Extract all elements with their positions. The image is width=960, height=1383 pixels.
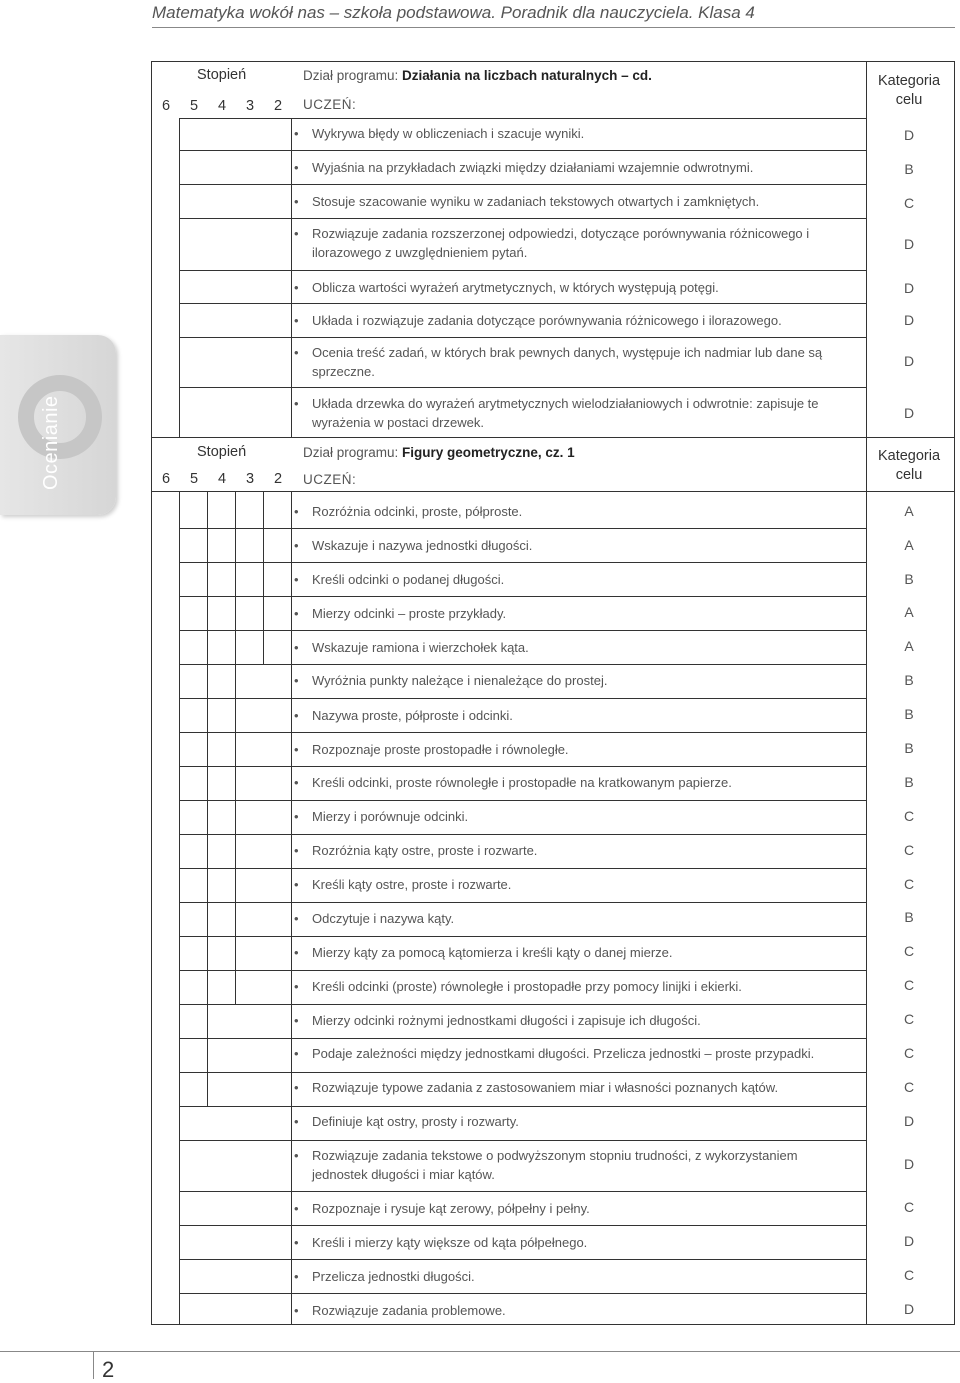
bullet-icon: • [294,160,299,175]
section-1-dzial [303,68,652,83]
list-item [294,224,850,262]
category-value: A [904,638,914,654]
row-divider [179,800,866,801]
row-divider [179,1004,866,1005]
row-divider [179,1072,866,1073]
list-item [294,671,850,690]
item-text: Definiuje kąt ostry, prosty i rozwarty. [312,1114,519,1129]
row-divider [179,528,866,529]
section-1-uczen: UCZEŃ: [303,97,357,112]
item-text: Mierzy odcinki – proste przykłady. [312,606,507,621]
bullet-icon: • [294,194,299,209]
section-1-grade-4: 4 [217,98,227,114]
list-item [294,638,850,657]
category-value: A [904,604,914,620]
bullet-icon: • [294,504,299,519]
section-1-grade-5: 5 [189,98,199,114]
category-value: D [903,405,915,421]
item-text: Rozwiązuje typowe zadania z zastosowaniem miar i własności poznanych kątów. [312,1080,779,1095]
list-item [294,1267,850,1286]
grade-5-column-line [179,118,180,437]
bullet-icon: • [294,843,299,858]
item-text: Kreśli odcinki, proste równoległe i prostopadłe na kratkowanym papierze. [312,775,732,790]
section-2-grade-6: 6 [161,471,171,487]
header-divider [291,118,866,119]
item-text: Układa drzewka do wyrażeń arytmetycznych wielodziałaniowych i odwrotnie: zapisuje te wyrażenia w postaci drzewek. [312,396,819,430]
category-value: D [903,1301,915,1317]
page-number: 2 [102,1357,115,1382]
category-value: D [903,127,915,143]
grades-divider [179,118,291,119]
bullet-icon: • [294,911,299,926]
section-2-category-header: Kategoria celu [877,448,941,483]
running-header: Matematyka wokół nas – szkoła podstawowa. Poradnik dla nauczyciela. Klasa 4 [152,3,755,22]
row-divider [179,562,866,563]
item-text: Wyróżnia punkty należące i nienależące do prostej. [312,673,608,688]
item-text: Mierzy odcinki rożnymi jednostkami długości i zapisuje ich długości. [312,1013,701,1028]
item-text: Nazywa proste, półproste i odcinki. [312,708,513,723]
category-value: C [903,808,915,824]
category-value: C [903,876,915,892]
category-value: A [904,537,914,553]
row-divider [179,902,866,903]
row-divider [179,303,866,304]
section-1-grade-2: 2 [273,98,283,114]
bullet-icon: • [294,1114,299,1129]
item-text: Mierzy i porównuje odcinki. [312,809,469,824]
list-item [294,536,850,555]
bullet-icon: • [294,1148,299,1163]
category-value: C [903,943,915,959]
bullet-icon: • [294,345,299,360]
row-divider [179,1225,866,1226]
category-value: D [903,236,915,252]
list-item [294,604,850,623]
list-item [294,875,850,894]
item-text: Oblicza wartości wyrażeń arytmetycznych, w których występują potęgi. [312,280,719,295]
item-text: Wskazuje i nazywa jednostki długości. [312,538,533,553]
category-value: B [904,774,914,790]
list-item [294,943,850,962]
footer-rule [0,1351,960,1352]
category-value: C [903,977,915,993]
list-item [294,502,850,521]
row-divider [179,868,866,869]
bullet-icon: • [294,396,299,411]
dzial-prefix: Dział programu: [303,445,403,460]
category-value: C [903,842,915,858]
list-item [294,977,850,996]
bullet-icon: • [294,1046,299,1061]
footer-divider [93,1351,94,1379]
item-text: Odczytuje i nazywa kąty. [312,911,455,926]
category-value: B [904,571,914,587]
row-divider [179,630,866,631]
bullet-icon: • [294,673,299,688]
row-divider [179,596,866,597]
item-text: Przelicza jednostki długości. [312,1269,475,1284]
bullet-icon: • [294,313,299,328]
row-divider [179,1259,866,1260]
grade-staircase-line [207,491,208,1106]
item-text: Kreśli odcinki o podanej długości. [312,572,505,587]
list-item [294,1044,850,1063]
bullet-icon: • [294,809,299,824]
category-value: D [903,280,915,296]
section-1-grade-6: 6 [161,98,171,114]
bullet-icon: • [294,1269,299,1284]
bullet-icon: • [294,640,299,655]
item-text: Stosuje szacowanie wyniku w zadaniach tekstowych otwartych i zamkniętych. [312,194,760,209]
category-value: A [904,503,914,519]
bullet-icon: • [294,538,299,553]
section-1-stopien-label: Stopień [197,67,247,83]
category-column-line [866,61,867,437]
list-item [294,158,850,177]
section-1-grade-3: 3 [245,98,255,114]
row-divider [179,1106,866,1107]
list-item [294,1301,850,1320]
category-value: B [904,161,914,177]
list-item [294,278,850,297]
list-item [294,1078,850,1097]
row-divider [179,1191,866,1192]
row-divider [179,664,866,665]
category-column-line [866,437,867,1325]
list-item [294,311,850,330]
category-value: B [904,672,914,688]
dzial-prefix: Dział programu: [303,68,403,83]
row-divider [179,698,866,699]
list-item [294,706,850,725]
section-2-uczen: UCZEŃ: [303,472,357,487]
item-text: Kreśli kąty ostre, proste i rozwarte. [312,877,512,892]
bullet-icon: • [294,1235,299,1250]
list-item [294,807,850,826]
section-divider [151,437,955,438]
row-divider [179,936,866,937]
row-divider [179,387,866,388]
list-item [294,343,850,381]
item-text: Rozpoznaje proste prostopadłe i równoległe. [312,742,569,757]
bullet-icon: • [294,742,299,757]
category-value: C [903,1045,915,1061]
list-item [294,1011,850,1030]
row-divider [179,732,866,733]
item-text: Kreśli i mierzy kąty większe od kąta półpełnego. [312,1235,588,1250]
grade-2-column-line [291,118,292,437]
item-text: Wykrywa błędy w obliczeniach i szacuje wyniki. [312,126,585,141]
item-text: Rozpoznaje i rysuje kąt zerowy, półpełny i pełny. [312,1201,590,1216]
side-tab-label: Ocenianie [40,395,62,490]
row-divider [179,1038,866,1039]
category-value: D [903,1113,915,1129]
grade-2-column-line [291,491,292,1325]
item-text: Rozwiązuje zadania tekstowe o podwyższonym stopniu trudności, z wykorzystaniem jednostek długości i miar kątów. [312,1148,798,1182]
item-text: Ocenia treść zadań, w których brak pewnych danych, występuje ich nadmiar lub dane są sprzeczne. [312,345,823,379]
row-divider [179,834,866,835]
bullet-icon: • [294,606,299,621]
bullet-icon: • [294,280,299,295]
list-item [294,1199,850,1218]
list-item [294,1112,850,1131]
row-divider [179,970,866,971]
category-value: D [903,1233,915,1249]
list-item [294,570,850,589]
list-item [294,192,850,211]
section-2-dzial [303,445,575,460]
item-text: Układa i rozwiązuje zadania dotyczące porównywania różnicowego i ilorazowego. [312,313,782,328]
section-2-grade-2: 2 [273,471,283,487]
category-value: C [903,1267,915,1283]
list-item [294,1146,850,1184]
bullet-icon: • [294,1013,299,1028]
category-value: C [903,1199,915,1215]
list-item [294,841,850,860]
bullet-icon: • [294,572,299,587]
section-2-grade-3: 3 [245,471,255,487]
list-item [294,773,850,792]
list-item [294,394,850,432]
item-text: Mierzy kąty za pomocą kątomierza i kreśli kąty o danej mierze. [312,945,673,960]
bullet-icon: • [294,945,299,960]
bullet-icon: • [294,226,299,241]
category-value: C [903,1079,915,1095]
row-divider [179,337,866,338]
category-value: C [903,195,915,211]
grade-staircase-line [179,491,180,1325]
bullet-icon: • [294,1201,299,1216]
category-value: D [903,312,915,328]
bullet-icon: • [294,979,299,994]
dzial-name: Figury geometryczne, cz. 1 [402,445,575,460]
category-value: C [903,1011,915,1027]
item-text: Wskazuje ramiona i wierzchołek kąta. [312,640,529,655]
bullet-icon: • [294,775,299,790]
category-value: B [904,740,914,756]
category-value: D [903,353,915,369]
item-text: Kreśli odcinki (proste) równoległe i prostopadłe przy pomocy linijki i ekierki. [312,979,742,994]
section-2-grade-4: 4 [217,471,227,487]
list-item [294,909,850,928]
list-item [294,1233,850,1252]
bullet-icon: • [294,877,299,892]
section-2-stopien-label: Stopień [197,444,247,460]
header-rule [152,27,955,28]
grade-staircase-line [263,491,264,664]
list-item [294,740,850,759]
row-divider [179,218,866,219]
section-1-category-header: Kategoria celu [877,73,941,108]
bullet-icon: • [294,1080,299,1095]
row-divider [179,184,866,185]
item-text: Rozwiązuje zadania problemowe. [312,1303,506,1318]
bullet-icon: • [294,1303,299,1318]
item-text: Rozróżnia odcinki, proste, półproste. [312,504,523,519]
row-divider [179,1140,866,1141]
row-divider [179,270,866,271]
row-divider [179,1293,866,1294]
category-value: D [903,1156,915,1172]
item-text: Rozróżnia kąty ostre, proste i rozwarte. [312,843,538,858]
item-text: Wyjaśnia na przykładach związki między działaniami wzajemnie odwrotnymi. [312,160,754,175]
category-value: B [904,706,914,722]
header-divider [151,491,955,492]
item-text: Rozwiązuje zadania rozszerzonej odpowiedzi, dotyczące porównywania różnicowego i ilorazowego z uwzględnieniem pytań. [312,226,810,260]
bullet-icon: • [294,126,299,141]
row-divider [179,150,866,151]
dzial-name: Działania na liczbach naturalnych – cd. [402,68,652,83]
side-tab [0,335,116,515]
grade-staircase-line [235,491,236,1004]
list-item [294,124,850,143]
bullet-icon: • [294,708,299,723]
row-divider [179,766,866,767]
section-2-grade-5: 5 [189,471,199,487]
item-text: Podaje zależności między jednostkami długości. Przelicza jednostki – proste przypadki. [312,1046,815,1061]
category-value: B [904,909,914,925]
